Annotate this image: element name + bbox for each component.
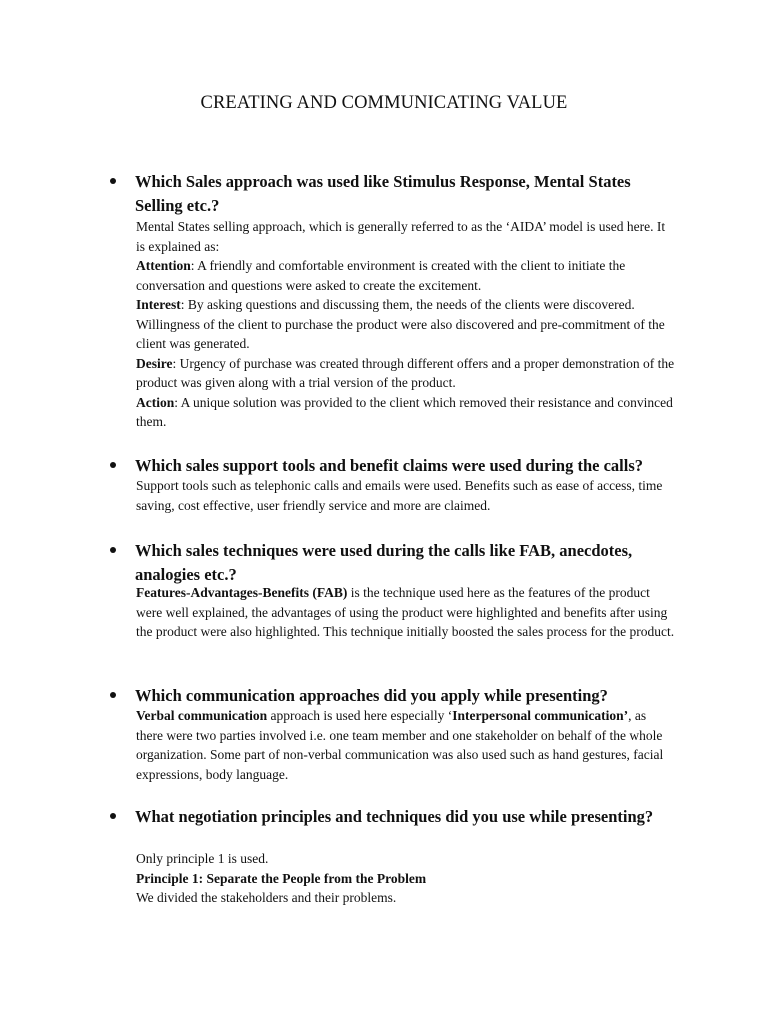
term: Principle 1: Separate the People from the Problem	[136, 870, 427, 886]
bullet-icon	[110, 685, 122, 707]
answer-body	[136, 583, 676, 642]
term: Action	[136, 394, 175, 410]
bullet-icon	[110, 171, 122, 193]
bullet-icon	[110, 806, 122, 828]
document-title: CREATING AND COMMUNICATING VALUE	[200, 93, 568, 113]
question-heading: Which sales techniques were used during the calls like FAB, anecdotes, analogies etc.?	[135, 541, 633, 584]
aida-item-interest	[136, 295, 676, 354]
term-text: approach is used here especially ‘	[267, 708, 453, 723]
answer-intro: Mental States selling approach, which is generally referred to as the ‘AIDA’ model is used here. It is explained as:	[136, 219, 666, 254]
term-text: : Urgency of purchase was created through different offers and a proper demonstration of the product was given along with a trial version of the product.	[136, 355, 675, 390]
answer-body	[136, 476, 676, 515]
question-heading: Which communication approaches did you apply while presenting?	[135, 686, 608, 705]
answer-text: Only principle 1 is used.	[136, 851, 269, 866]
principle-heading	[136, 869, 676, 889]
question-heading: Which sales support tools and benefit claims were used during the calls?	[135, 456, 644, 475]
term: Desire	[136, 355, 173, 371]
answer-text	[136, 706, 676, 784]
term: Features-Advantages-Benefits (FAB)	[136, 585, 348, 600]
term: Interest	[136, 297, 181, 312]
answer-body	[136, 217, 676, 432]
aida-item-desire	[136, 354, 676, 393]
answer-text: We divided the stakeholders and their problems.	[136, 890, 397, 905]
term: Attention	[136, 258, 191, 273]
term-text: : A friendly and comfortable environment is created with the client to initiate the conversation and questions were asked to create the excitement.	[136, 258, 626, 293]
term-text: : A unique solution was provided to the client which removed their resistance and convinced them.	[136, 394, 673, 429]
bullet-icon	[110, 540, 122, 562]
answer-body	[136, 849, 676, 908]
aida-item-action	[136, 393, 676, 432]
term-text: : By asking questions and discussing them, the needs of the clients were discovered. Willingness of the client to purchase the product were also discovered and pre-commitment of the client was generated.	[136, 297, 665, 351]
aida-item-attention	[136, 256, 676, 295]
term: Verbal communication	[136, 708, 268, 723]
term-text: , as there were two parties involved i.e. one team member and one stakeholder on behalf of the whole organization. Some part of non-verbal communication was also used such as hand gestures, facial expressions, body language.	[136, 708, 664, 782]
bullet-icon	[110, 455, 122, 477]
answer-text: Support tools such as telephonic calls and emails were used. Benefits such as ease of access, time saving, cost effective, user friendly service and more are claimed.	[136, 478, 663, 513]
term: Interpersonal communication’	[452, 708, 629, 723]
question-heading: What negotiation principles and techniques did you use while presenting?	[135, 807, 654, 826]
question-heading: Which Sales approach was used like Stimulus Response, Mental States Selling etc.?	[135, 172, 631, 215]
answer-body	[136, 706, 676, 784]
term-text: is the technique used here as the features of the product were well explained, the advantages of using the product were highlighted and benefits after using the product were also highlighted. This technique initially boosted the sales process for the product.	[136, 585, 675, 639]
answer-text	[136, 583, 676, 642]
